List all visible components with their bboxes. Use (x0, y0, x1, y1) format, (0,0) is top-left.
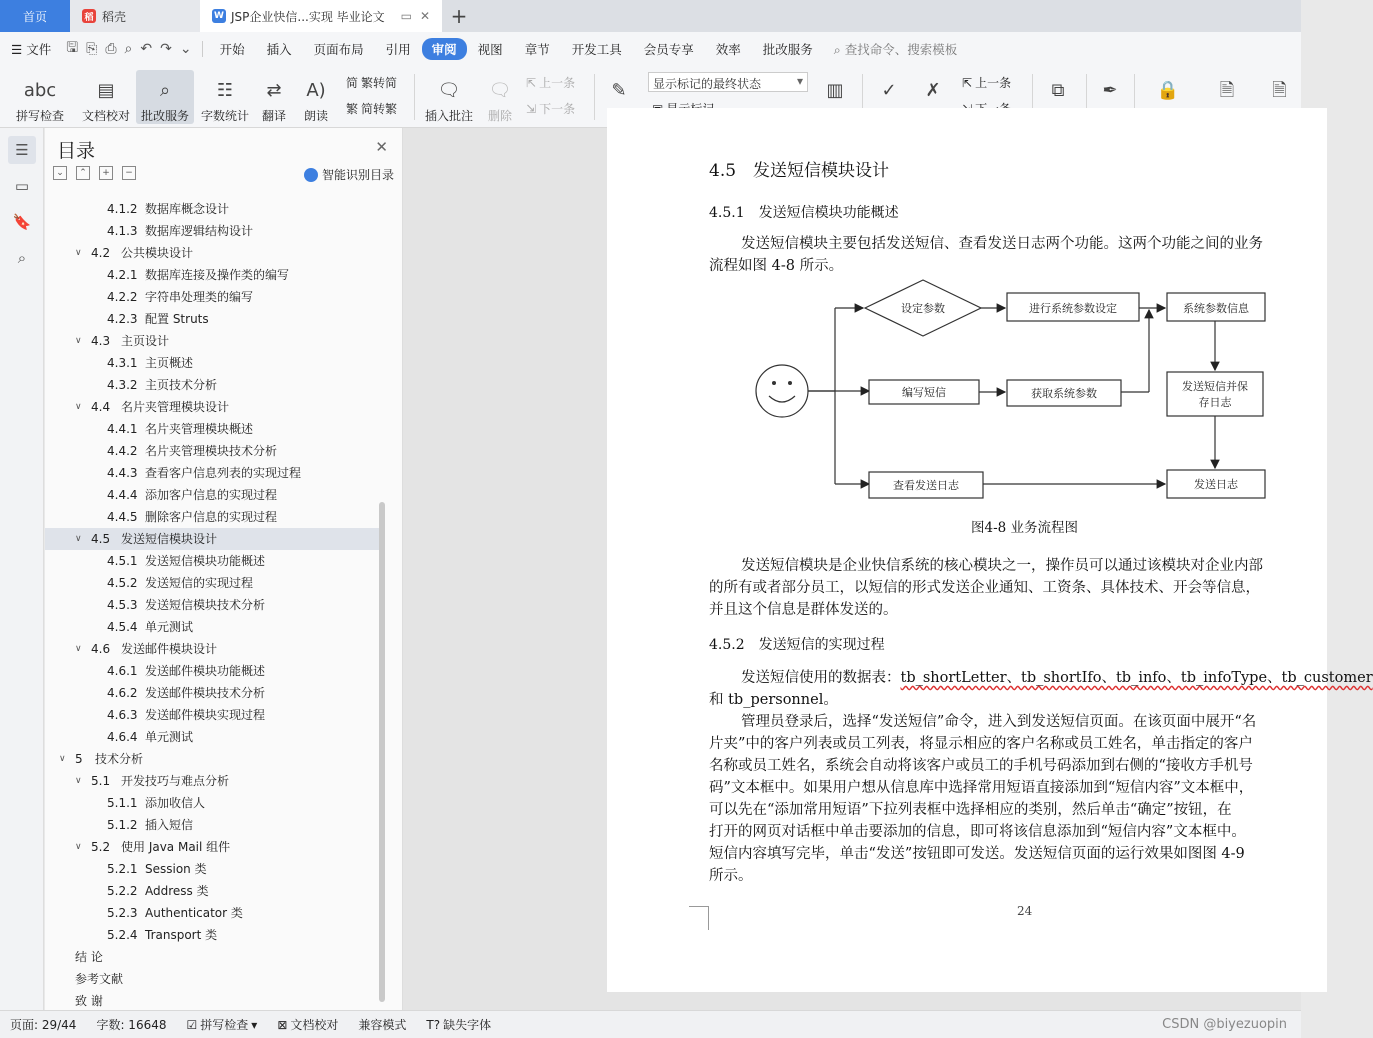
paragraph-2-line-3: 并且这个信息是群体发送的。 (709, 602, 898, 618)
menu-review[interactable]: 审阅 (422, 38, 467, 60)
diagram-label-view-log: 查看发送日志 (893, 479, 959, 492)
menu-correct[interactable]: 批改服务 (762, 42, 813, 57)
tab-home-label: 首页 (22, 9, 47, 24)
section-heading: 4.5 发送短信模块设计 (709, 161, 890, 181)
toc-item[interactable] (45, 638, 385, 660)
toc-item-label: 名片夹管理模块技术分析 (145, 444, 278, 458)
diagram-label-do-set: 进行系统参数设定 (1029, 302, 1117, 315)
menu-view[interactable]: 视图 (477, 42, 503, 57)
paragraph-1-line-2: 流程如图 4-8 所示。 (709, 258, 844, 274)
toc-item-number: 4.5.1 (107, 554, 138, 568)
page-indicator[interactable]: 页面: 29/44 (10, 1018, 77, 1032)
toc-item[interactable] (45, 374, 385, 396)
toc-item[interactable] (45, 286, 385, 308)
command-search[interactable] (834, 40, 958, 58)
word-count-label: 字数统计 (200, 109, 249, 123)
toc-item-number: 4.2.3 (107, 312, 138, 326)
toc-item-label: 参考文献 (75, 972, 124, 986)
wps-writer-icon: W (212, 9, 226, 23)
toc-item-number: 4.2 (91, 246, 111, 260)
paragraph-4-line-1: 管理员登录后，选择“发送短信”命令，进入到发送短信页面。在该页面中展开“名 (741, 714, 1257, 730)
tab-daoke[interactable] (70, 0, 200, 32)
new-tab-button[interactable]: + (450, 4, 468, 28)
toc-item-label: 添加收信人 (145, 796, 206, 810)
toc-item-label: 单元测试 (145, 620, 194, 634)
prev-comment-icon: ⇱ (526, 75, 537, 90)
toc-item-number: 4.6.3 (107, 708, 138, 722)
toc-item[interactable] (45, 968, 385, 990)
toc-item-number: 5.2.1 (107, 862, 138, 876)
toc-item[interactable] (45, 550, 385, 572)
toc-item-label: 数据库概念设计 (145, 202, 230, 216)
toc-item[interactable] (45, 660, 385, 682)
spell-check-button[interactable] (8, 70, 72, 124)
lock-doc-icon: 🔒 (1156, 80, 1180, 101)
toc-item-label: 发送邮件模块功能概述 (145, 664, 266, 678)
paragraph-4-line-6: 打开的网页对话框中单击要添加的信息，即可将该信息添加到“短信内容”文本框中。 (709, 824, 1246, 840)
user-smiley-icon (756, 365, 808, 417)
toc-tools (53, 166, 136, 180)
read-aloud-icon: A) (306, 80, 326, 101)
tab-document-title (212, 8, 385, 25)
diagram-label-sys-info: 系统参数信息 (1183, 302, 1249, 315)
toc-item-number: 4.4.1 (107, 422, 138, 436)
spell-check-status-label: 拼写检查 (200, 1018, 249, 1032)
toc-item-number: 5 (75, 752, 83, 766)
toc-item[interactable] (45, 814, 385, 836)
correct-service-button[interactable] (136, 70, 194, 124)
doc-check-status[interactable] (267, 1016, 348, 1033)
doc-check-button[interactable] (78, 70, 134, 124)
toc-item-number: 4.4.4 (107, 488, 138, 502)
toc-item-number: 4.5 (91, 532, 111, 546)
menu-separator (202, 41, 203, 57)
menu-reference[interactable]: 引用 (385, 42, 411, 57)
remove-level-icon[interactable]: − (122, 166, 136, 180)
toc-item[interactable] (45, 990, 385, 1012)
toc-item[interactable] (45, 572, 385, 594)
menu-section[interactable]: 章节 (524, 42, 550, 57)
toc-item-number: 4.6 (91, 642, 111, 656)
toc-item-number: 4.3.1 (107, 356, 138, 370)
toc-item-label: 主页概述 (145, 356, 194, 370)
toc-item[interactable] (45, 902, 385, 924)
paragraph-4-line-4: 码”文本框中。如果用户想从信息库中选择常用短语直接添加到“短信内容”文本框中， (709, 780, 1254, 796)
toc-item-number: 4.5.3 (107, 598, 138, 612)
toc-item[interactable] (45, 264, 385, 286)
collapse-icon[interactable]: ⌃ (76, 166, 90, 180)
toc-item-label: 删除客户信息的实现过程 (145, 510, 278, 524)
paragraph-4-line-7: 短信内容填写完毕，单击“发送”按钮即可发送。发送短信页面的运行效果如图图 4-9 (709, 846, 1245, 862)
undo-icon[interactable]: ↶ (140, 41, 153, 57)
permission-icon: 🗎 (1219, 80, 1235, 101)
accept-icon: ✓ (881, 80, 897, 101)
tab-daoke-label: 稻壳 (102, 9, 127, 24)
more-dropdown-icon[interactable]: ⌄ (179, 41, 192, 57)
tab-document[interactable] (200, 0, 442, 32)
save-icon[interactable]: 🖫 (66, 40, 79, 56)
toc-item[interactable] (45, 396, 385, 418)
toc-item-label: 致 谢 (75, 994, 103, 1008)
toc-item[interactable] (45, 528, 385, 550)
spell-check-label: 拼写检查 (15, 109, 64, 123)
toc-item[interactable] (45, 352, 385, 374)
page-number: 24 (1017, 904, 1033, 918)
toc-item-label: 发送短信模块功能概述 (145, 554, 266, 568)
toc-title: 目录 (57, 140, 96, 162)
menu-member[interactable]: 会员专享 (643, 42, 694, 57)
next-comment-label: 下一条 (539, 102, 576, 116)
toc-item[interactable] (45, 308, 385, 330)
chevron-down-icon[interactable]: ∨ (75, 776, 82, 786)
read-aloud-label: 朗读 (303, 109, 328, 123)
smart-toc-icon (304, 168, 318, 182)
diagram-label-send-save-2: 存日志 (1198, 396, 1232, 409)
watermark-text: CSDN @biyezuopin (1162, 1017, 1287, 1032)
doc-check-icon: ▤ (97, 80, 115, 101)
menu-insert[interactable]: 插入 (266, 42, 292, 57)
toc-item-label: Transport 类 (145, 928, 218, 942)
business-flow-diagram (755, 278, 1275, 508)
toc-item[interactable] (45, 242, 385, 264)
toc-item[interactable] (45, 462, 385, 484)
prev-comment-label: 上一条 (539, 76, 576, 90)
toc-item-number: 5.1 (91, 774, 111, 788)
toc-item[interactable] (45, 858, 385, 880)
toc-item[interactable] (45, 704, 385, 726)
diagram-label-send-save-1: 发送短信并保 (1182, 380, 1248, 393)
toc-item[interactable] (45, 726, 385, 748)
doc-check-status-icon: ⊠ (277, 1017, 288, 1032)
toc-item-number: 4.3 (91, 334, 111, 348)
chevron-down-icon[interactable]: ∨ (75, 644, 82, 654)
pen-icon: ✒ (1102, 80, 1118, 101)
menu-bar (0, 32, 1301, 66)
toc-item[interactable] (45, 880, 385, 902)
toc-item[interactable] (45, 616, 385, 638)
toc-item-number: 5.2 (91, 840, 111, 854)
page-corner-mark (689, 906, 709, 930)
toc-item[interactable] (45, 792, 385, 814)
toc-item-number: 5.2.4 (107, 928, 138, 942)
prev-comment-button[interactable] (526, 74, 575, 91)
translate-button[interactable] (256, 70, 292, 124)
status-bar (0, 1010, 1301, 1038)
word-count-indicator[interactable]: 字数: 16648 (96, 1018, 167, 1032)
toc-item-label: 主页技术分析 (145, 378, 218, 392)
tab-document-label: JSP企业快信...实现 毕业论文 (231, 9, 385, 24)
file-menu[interactable]: ☰ 文件 (11, 42, 52, 57)
simp-trad-icon: 繁 (346, 102, 359, 116)
smart-toc-label: 智能识别目录 (321, 168, 394, 182)
font-warning-icon: T? (426, 1017, 441, 1032)
translate-icon: ⇄ (266, 80, 282, 101)
doc-check-label: 文档校对 (81, 109, 130, 123)
toc-item-number: 5.2.3 (107, 906, 138, 920)
paragraph-1-line-1: 发送短信模块主要包括发送短信、查看发送日志两个功能。这两个功能之间的业务 (741, 236, 1263, 252)
simp-to-trad-label: 简转繁 (361, 102, 398, 116)
toc-item-label: 名片夹管理模块概述 (145, 422, 254, 436)
toc-item[interactable] (45, 418, 385, 440)
chevron-down-icon[interactable]: ∨ (75, 336, 82, 346)
print-preview-icon[interactable]: ⌕ (124, 41, 133, 57)
toc-item-number: 4.5.2 (107, 576, 138, 590)
word-count-button[interactable] (198, 70, 252, 124)
add-comment-icon: 🗨 (437, 80, 461, 101)
toc-item-label: 发送短信的实现过程 (145, 576, 254, 590)
read-aloud-button[interactable] (298, 70, 334, 124)
toc-item[interactable] (45, 506, 385, 528)
toc-item-label: 名片夹管理模块设计 (121, 400, 230, 414)
toc-item[interactable] (45, 594, 385, 616)
trad-to-simp-label: 繁转简 (361, 76, 398, 90)
chevron-down-icon[interactable]: ∨ (75, 248, 82, 258)
trad-simp-icon: 简 (346, 76, 359, 90)
toc-item-label: 配置 Struts (145, 312, 209, 326)
diagram-label-write-sms: 编写短信 (902, 386, 946, 399)
print-icon[interactable]: ⎙ (105, 41, 117, 57)
tab-home[interactable] (0, 0, 70, 32)
toc-item-label: 发送短信模块技术分析 (145, 598, 266, 612)
toc-item-number: 4.2.1 (107, 268, 138, 282)
toc-item[interactable] (45, 770, 385, 792)
delete-comment-label: 删除 (487, 109, 512, 123)
spell-check-status[interactable] (177, 1016, 268, 1033)
toc-item[interactable] (45, 220, 385, 242)
paragraph-3-intro: 发送短信使用的数据表： (741, 670, 901, 686)
paragraph-3-line-2: 和 tb_personnel。 (709, 692, 838, 708)
toc-nav-icon[interactable]: ☰ (8, 136, 36, 164)
ribbon-separator (414, 74, 415, 120)
tab-bar (0, 0, 1301, 32)
toc-item-number: 4.1.2 (107, 202, 138, 216)
translate-label: 翻译 (261, 109, 286, 123)
bookmark-icon[interactable]: 🔖 (12, 213, 32, 231)
compare-icon: ⧉ (1051, 80, 1065, 101)
toc-item-label: Authenticator 类 (145, 906, 243, 920)
track-changes-icon: ✎ (611, 80, 627, 101)
search-icon: ⌕ (833, 42, 841, 57)
missing-font-status[interactable] (416, 1016, 501, 1033)
diagram-label-set-params: 设定参数 (901, 302, 945, 315)
paragraph-4-line-8: 所示。 (709, 868, 753, 884)
paragraph-4-line-3: 名称或员工姓名，系统会自动将该客户或员工的手机号码添加到右侧的“接收方手机号 (709, 758, 1253, 774)
chevron-down-icon[interactable]: ∨ (75, 402, 82, 412)
file-menu-label: 文件 (26, 42, 52, 57)
toc-item-label: 发送短信模块设计 (121, 532, 218, 546)
toc-item-number: 4.2.2 (107, 290, 138, 304)
toc-item-number: 4.4.5 (107, 510, 138, 524)
toc-item-label: 发送邮件模块技术分析 (145, 686, 266, 700)
diagram-label-send-log: 发送日志 (1194, 478, 1238, 491)
missing-font-label: 缺失字体 (443, 1018, 492, 1032)
toc-item-number: 5.1.1 (107, 796, 138, 810)
menu-start[interactable]: 开始 (219, 42, 245, 57)
toc-item-number: 4.6.1 (107, 664, 138, 678)
toc-item-label: 添加客户信息的实现过程 (145, 488, 278, 502)
toc-item-label: 数据库连接及操作类的编写 (145, 268, 290, 282)
insert-comment-button[interactable] (422, 70, 476, 124)
toc-item-label: 发送邮件模块实现过程 (145, 708, 266, 722)
toc-item-label: 数据库逻辑结构设计 (145, 224, 254, 238)
toc-item-label: 字符串处理类的编写 (145, 290, 254, 304)
toc-item[interactable] (45, 198, 385, 220)
menu-layout[interactable]: 页面布局 (313, 42, 364, 57)
toc-item-label: 插入短信 (145, 818, 194, 832)
toc-item[interactable] (45, 836, 385, 858)
toc-item-number: 4.4.3 (107, 466, 138, 480)
find-icon[interactable]: ⌕ (17, 249, 27, 267)
toc-item-number: 4.6.4 (107, 730, 138, 744)
trad-to-simp-button[interactable] (346, 74, 397, 91)
send-save-box (1167, 372, 1263, 416)
document-area (403, 128, 1373, 1010)
paragraph-2-line-2: 的所有或者部分员工，以短信的形式发送企业通知、工资条、具体技术、开会等信息， (709, 580, 1260, 596)
prev-change-button[interactable] (962, 74, 1011, 91)
toc-item-label: Address 类 (145, 884, 209, 898)
toc-item-label: 查看客户信息列表的实现过程 (145, 466, 302, 480)
paragraph-4-line-5: 可以先在“添加常用短语”下拉列表框中选择相应的类别，然后单击“确定”按钮，在 (709, 802, 1232, 818)
subsection-heading-452: 4.5.2 发送短信的实现过程 (709, 637, 885, 653)
smart-toc-button[interactable] (304, 166, 394, 183)
word-count-icon: ☷ (216, 80, 234, 101)
document-page[interactable] (607, 108, 1373, 992)
close-icon[interactable]: ✕ (375, 138, 388, 156)
correct-service-icon: ⌕ (159, 80, 171, 101)
add-level-icon[interactable]: + (99, 166, 113, 180)
spell-check-icon: abc (23, 80, 57, 101)
menu-devtools[interactable]: 开发工具 (571, 42, 622, 57)
menu-efficiency[interactable]: 效率 (715, 42, 741, 57)
toc-item-label: 结 论 (75, 950, 103, 964)
compat-mode-status[interactable]: 兼容模式 (358, 1018, 407, 1032)
delete-comment-icon: 🗨 (488, 80, 512, 101)
toc-item[interactable] (45, 330, 385, 352)
correct-service-label: 批改服务 (140, 109, 189, 123)
toc-item-label: Session 类 (145, 862, 207, 876)
close-tab-icon[interactable]: ✕ (419, 9, 430, 23)
prev-change-label: 上一条 (975, 76, 1012, 90)
ribbon-separator (594, 74, 595, 120)
toc-item-label: 技术分析 (95, 752, 144, 766)
nav-strip (0, 128, 44, 1010)
chevron-down-icon: ▾ (251, 1017, 258, 1032)
toc-list (45, 198, 385, 1010)
window-mode-icon[interactable]: ▭ (400, 9, 412, 23)
toc-item-label: 开发技巧与难点分析 (121, 774, 230, 788)
diagram-label-get-params: 获取系统参数 (1031, 387, 1097, 400)
command-search-placeholder: 查找命令、搜索模板 (844, 42, 958, 57)
toc-item-number: 4.6.2 (107, 686, 138, 700)
chevron-down-icon[interactable]: ∨ (59, 754, 66, 764)
toc-item-label: 使用 Java Mail 组件 (121, 840, 231, 854)
toc-item[interactable] (45, 484, 385, 506)
paragraph-3-line-1 (741, 668, 1373, 690)
paragraph-4-line-2: 片夹”中的客户列表或员工列表，将显示相应的客户名称或员工姓名，单击指定的客户 (709, 736, 1253, 752)
table-names: tb_shortLetter、tb_shortIfo、tb_info、tb_infoType、tb_customer (900, 670, 1373, 686)
toc-item-number: 4.1.3 (107, 224, 138, 238)
doc-check-status-label: 文档校对 (290, 1018, 339, 1032)
reject-icon: ✗ (925, 80, 941, 101)
tab-document-controls (401, 9, 430, 23)
toc-item-number: 5.2.2 (107, 884, 138, 898)
toc-item-label: 发送邮件模块设计 (121, 642, 218, 656)
delete-comment-button[interactable] (480, 70, 520, 124)
paragraph-2-line-1: 发送短信模块是企业快信系统的核心模块之一，操作员可以通过该模块对企业内部 (741, 558, 1263, 574)
checkbox-icon: ☑ (186, 1017, 198, 1032)
subsection-heading-451: 4.5.1 发送短信模块功能概述 (709, 205, 899, 221)
daoke-logo-icon: 稻 (82, 9, 96, 23)
review-pane-icon: ▥ (826, 80, 844, 101)
export-pdf-icon[interactable]: ⎘ (86, 41, 98, 57)
chapter-nav-icon[interactable]: ▭ (14, 177, 30, 195)
chevron-down-icon[interactable]: ∨ (75, 842, 82, 852)
toc-item-number: 4.4 (91, 400, 111, 414)
toc-item[interactable] (45, 924, 385, 946)
toc-item-number: 4.3.2 (107, 378, 138, 392)
certify-icon: 🗎 (1272, 80, 1287, 101)
toc-item-number: 4.4.2 (107, 444, 138, 458)
toc-item[interactable] (45, 682, 385, 704)
markup-state-select[interactable]: 显示标记的最终状态 ▾ (648, 72, 808, 92)
toc-scrollbar[interactable] (379, 502, 385, 1002)
toc-item-number: 5.1.2 (107, 818, 138, 832)
toc-item[interactable] (45, 440, 385, 462)
figure-caption: 图4-8 业务流程图 (971, 520, 1079, 536)
toc-panel (45, 128, 403, 1010)
prev-change-icon: ⇱ (962, 75, 973, 90)
toc-item-label: 公共模块设计 (121, 246, 194, 260)
chevron-down-icon[interactable]: ∨ (75, 534, 82, 544)
next-comment-button[interactable] (526, 100, 575, 117)
toc-item-label: 单元测试 (145, 730, 194, 744)
next-comment-icon: ⇲ (526, 101, 537, 116)
simp-to-trad-button[interactable] (346, 100, 397, 117)
insert-comment-label: 插入批注 (424, 109, 473, 123)
redo-icon[interactable]: ↷ (160, 41, 172, 57)
expand-icon[interactable]: ⌄ (53, 166, 67, 180)
toc-item-label: 主页设计 (121, 334, 170, 348)
toc-item-number: 4.5.4 (107, 620, 138, 634)
toc-item[interactable] (45, 748, 385, 770)
toc-item[interactable] (45, 946, 385, 968)
